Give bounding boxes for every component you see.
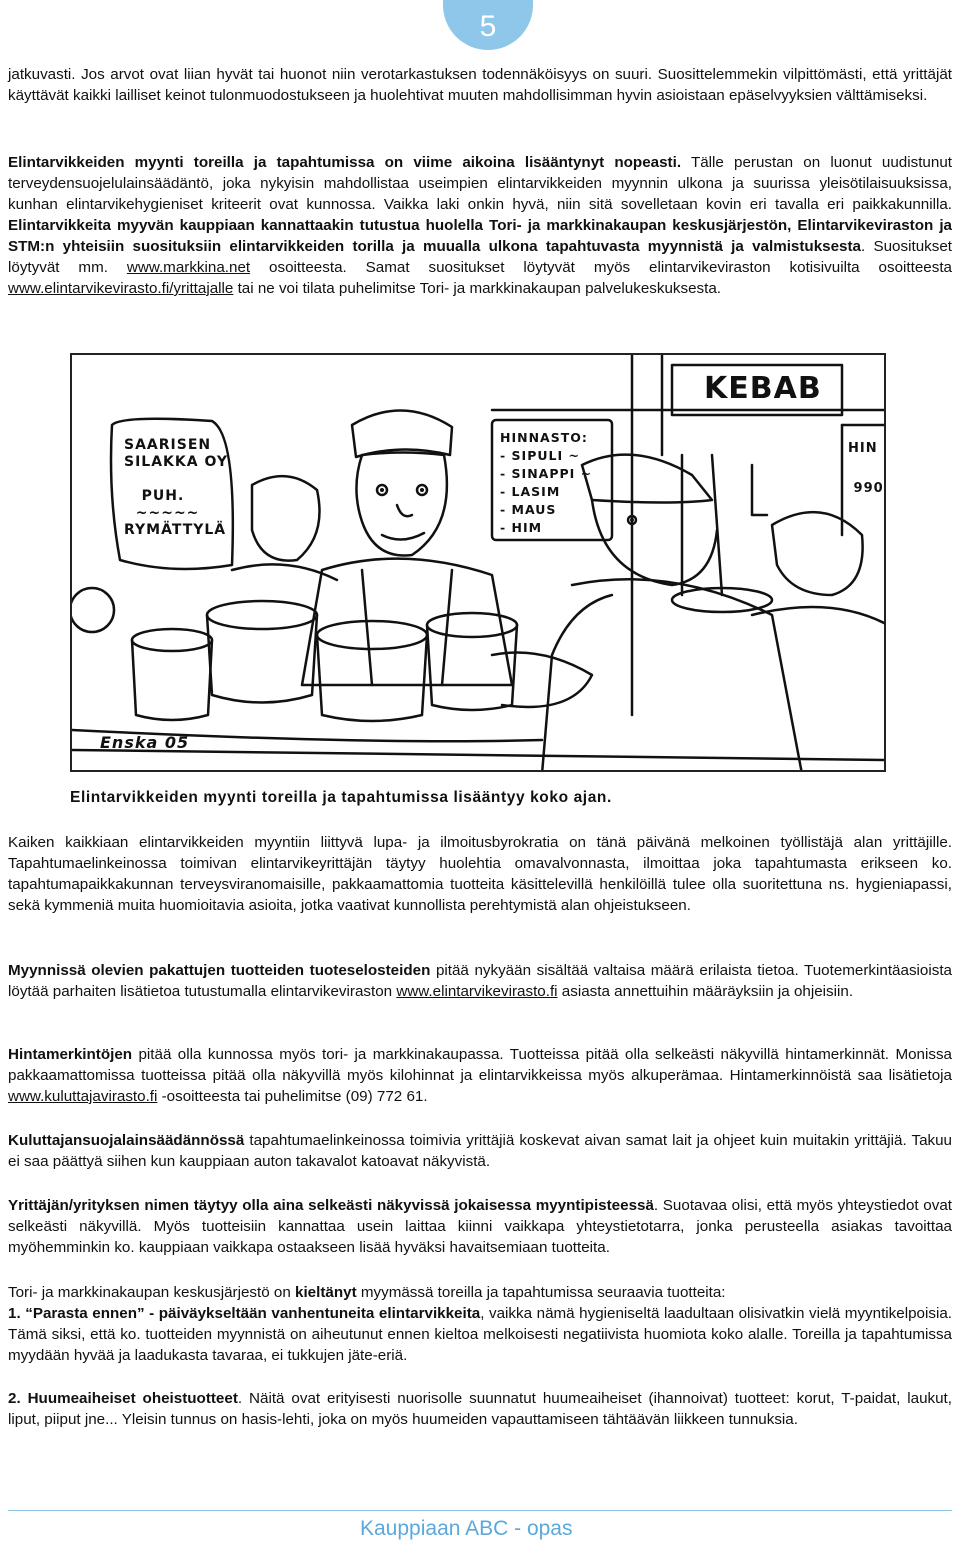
permits-paragraph: Kaiken kaikkiaan elintarvikkeiden myyntiin liittyvä lupa- ja ilmoitusbyrokratia on tänä päivänä melkoinen työllistäjä alan yrittäjille. Tapahtumaelinkeinossa toimivan elintarvikeyrittäjän täytyy huolehtia omavalvonnasta, ilmoittaa joka tapahtumasta erikseen ko. tapahtumapaikkakunnan terveysviranomaisille, pakkaamattomia tuotteita käsittelevillä henkilöillä tulee olla suoritettuna ns. hygieniapassi, sekä kymmeniä muita huomioitavia asioita, jotka vaativat kunnollista perehtymistä alan ohjeistukseen. — [8, 834, 952, 914]
artist-signature: Enska 05 — [100, 733, 190, 752]
section-food-sales-paragraph — [8, 152, 952, 299]
price-marking-lead: Hintamerkintöjen — [8, 1046, 133, 1063]
page-number-badge: 5 — [443, 0, 533, 50]
cartoon-drawing — [72, 355, 886, 772]
forbidden-intro-paragraph — [8, 1282, 952, 1303]
forbidden-intro-text-1: Tori- ja markkinakaupan keskusjärjestö on — [8, 1284, 296, 1301]
cartoon-caption: Elintarvikkeiden myynti toreilla ja tapahtumissa lisääntyy koko ajan. — [70, 789, 612, 806]
price-marking-text-1: pitää olla kunnossa myös tori- ja markkinakaupassa. Tuotteissa pitää olla selkeästi näkyvillä hintamerkinnät. Monissa pakkaamattomissa tuotteissa pitää olla näkyvillä myös kilohinnat ja elintarvikkeissa myös alkuperämaa. Hintamerkinnöistä saa lisätietoja — [8, 1046, 952, 1084]
business-name-lead: Yrittäjän/yrityksen nimen täytyy olla aina selkeästi näkyvissä jokaisessa myyntipisteessä — [8, 1197, 654, 1214]
forbidden-item-1-lead: 1. “Parasta ennen” - päiväykseltään vanhentuneita elintarvikkeita — [8, 1305, 481, 1322]
product-labels-text-2: asiasta annettuihin määräyksiin ja ohjeisiin. — [557, 983, 854, 1000]
elintarvikevirasto-link[interactable]: www.elintarvikevirasto.fi — [396, 983, 558, 1000]
forbidden-item-1-text: , vaikka nämä hygieniseltä laadultaan olisivatkin vielä myyntikelpoisia. Tämä siksi, että ko. tuotteiden myynnistä on aiheutunut ennen kieltoa melkoisesti negatiivista huomiota koko alalle. Toreilla ja tapahtumissa myydään hyvää ja laadukasta tavaraa, ei tukkujen jäte-eriä. — [8, 1305, 952, 1364]
market-cartoon — [70, 353, 886, 772]
section-lead: Elintarvikkeiden myynti toreilla ja tapahtumissa on viime aikoina lisääntynyt nopeasti. — [8, 154, 682, 171]
price-marking-paragraph — [8, 1044, 952, 1107]
consumer-law-paragraph — [8, 1130, 952, 1172]
product-labels-text-1: pitää nykyään sisältää valtaisa määrä erilaista tietoa. Tuotemerkintäasioista löytää parhaiten lisätietoa tutustumalla elintarvikeviraston — [8, 962, 952, 1000]
forbidden-item-2-text: . Näitä ovat erityisesti nuorisolle suunnatut huumeaiheiset (ihannoivat) tuotteet: korut, T-paidat, laukut, liput, piiput jne... Yleisin tunnus on hasis-lehti, joka on myös huumeiden vapauttamiseen tähtäävän liikkeen tunnuksia. — [8, 1390, 952, 1428]
forbidden-keyword: kieltänyt — [295, 1284, 357, 1301]
section-bold-recommendation: Elintarvikkeita myyvän kauppiaan kannattaakin tutustua huolella Tori- ja markkinakaupan keskusjärjestön, Elintarvikeviraston ja STM:n yhteisiin suosituksiin elintarvikkeiden torilla ja muualla ulkona tapahtuvasta myynnistä ja valmistuksesta — [8, 217, 952, 255]
forbidden-item-1 — [8, 1303, 952, 1366]
product-labels-paragraph — [8, 960, 952, 1002]
section-text-3: osoitteesta. Samat suositukset löytyvät myös elintarvikeviraston kotisivuilta osoitteesta — [250, 259, 952, 276]
product-labels-lead: Myynnissä olevien pakattujen tuotteiden tuoteselosteiden — [8, 962, 431, 979]
forbidden-item-2 — [8, 1388, 952, 1430]
consumer-law-lead: Kuluttajansuojalainsäädännössä — [8, 1132, 245, 1149]
shop-sign: SAARISEN SILAKKA OY PUH. ~~~~~ RYMÄTTYLÄ — [124, 437, 228, 538]
markkina-link[interactable]: www.markkina.net — [126, 259, 251, 276]
section-text-4: tai ne voi tilata puhelimitse Tori- ja markkinakaupan palvelukeskuksesta. — [233, 280, 722, 297]
right-window-sign: HIN 990 — [848, 441, 884, 496]
business-name-text: . Suotavaa olisi, että myös yhteystiedot ovat selkeästi näkyvillä. Myös tuotteisiin kannattaa usein laittaa kiinni vaikkapa yhteystietotarra, jonka perusteella asiakas tavoittaa myöhemminkin ko. kauppiaan vaikkapa ostaakseen lisää hyväksi havaitsemiaan tuotteita. — [8, 1197, 952, 1256]
section-text-1: Tälle perustan on luonut uudistunut terveydensuojelulainsäädäntö, joka nykyisin mahdollistaa useimpien elintarvikkeiden myynnin ulkona ja suurissa yleisötilaisuuksissa, kunhan elintarvikehygieniset kriteerit ovat kunnossa. Vaikka laki onkin hyvä, niin sitä sovelletaan kovin eri tavalla eri paikkakunnilla. — [8, 154, 952, 213]
forbidden-intro-text-2: myymässä toreilla ja tapahtumissa seuraavia tuotteita: — [356, 1284, 726, 1301]
price-marking-text-2: -osoitteesta tai puhelimitse (09) 772 61. — [157, 1088, 428, 1105]
intro-paragraph: jatkuvasti. Jos arvot ovat liian hyvät tai huonot niin verotarkastuksen todennäköisyys on suuri. Suosittelemmekin vilpittömästi, että yrittäjät käyttävät kaikki lailliset keinot tulonmuodostukseen ja huolehtivat muuten mahdollisimman hyvin asioistaan epäselvyyksien välttämiseksi. — [8, 66, 952, 104]
section-text-2: . Suositukset löytyvät mm. — [8, 238, 952, 276]
kebab-sign: KEBAB — [704, 371, 822, 406]
elintarvikevirasto-yrittajalle-link[interactable]: www.elintarvikevirasto.fi/yrittajalle — [8, 280, 234, 297]
consumer-law-text: tapahtumaelinkeinossa toimivia yrittäjiä koskevat aivan samat lait ja ohjeet kuin muitakin yrittäjiä. Takuu ei saa päättyä siihen kun kauppiaan auton takavalot katoavat näkyvistä. — [8, 1132, 952, 1170]
forbidden-item-2-lead: 2. Huumeaiheiset oheistuotteet — [8, 1390, 238, 1407]
footer-title: Kauppiaan ABC - opas — [360, 1517, 573, 1540]
business-name-paragraph — [8, 1195, 952, 1258]
price-board: HINNASTO: - SIPULI ~ - SINAPPI ~ - LASIM - MAUS - HIM — [500, 430, 593, 535]
footer-divider — [8, 1510, 952, 1511]
kuluttajavirasto-link[interactable]: www.kuluttajavirasto.fi — [8, 1088, 158, 1105]
